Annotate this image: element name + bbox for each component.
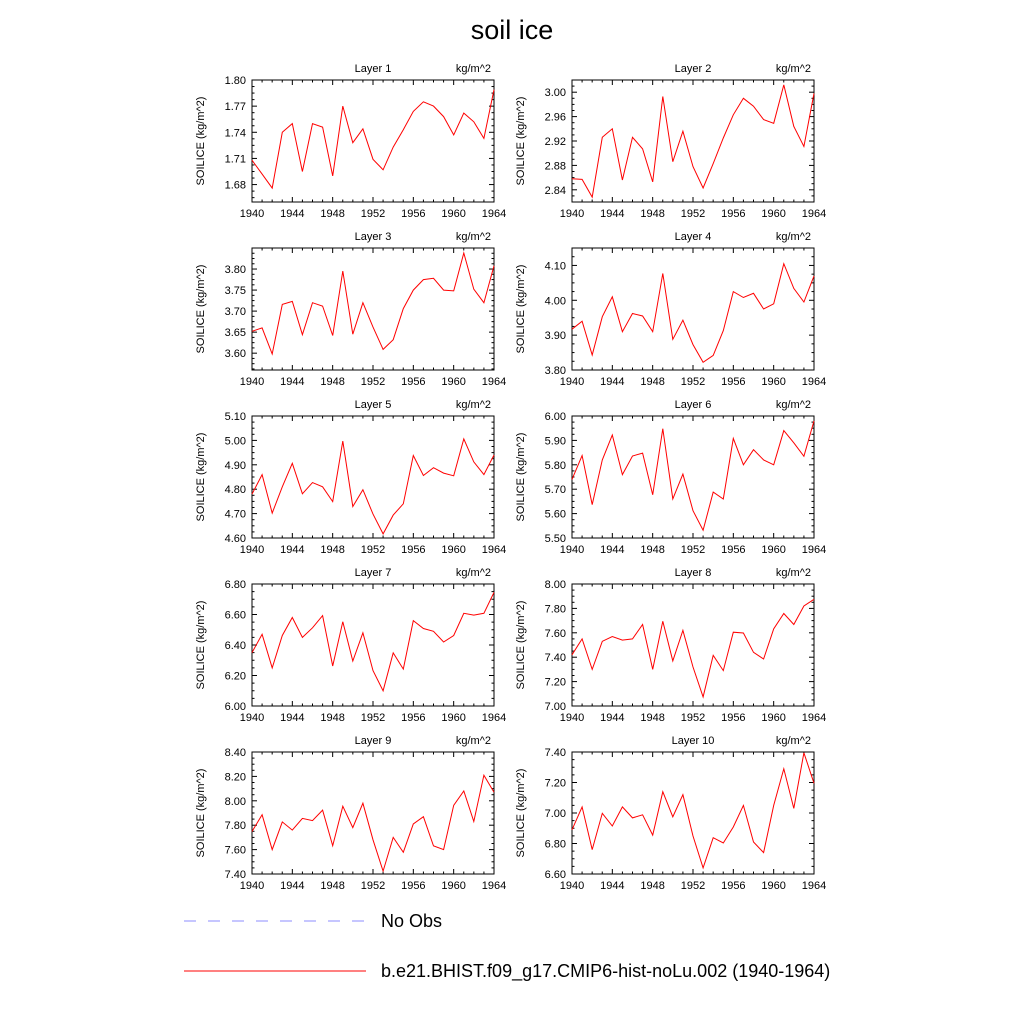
y-tick-label: 6.60: [224, 609, 246, 622]
x-tick-label: 1960: [441, 208, 466, 220]
x-tick-label: 1940: [239, 376, 265, 388]
y-axis-label: SOILICE (kg/m^2): [195, 96, 207, 186]
panel-title: Layer 7: [354, 567, 392, 579]
panel-title: Layer 8: [674, 567, 712, 579]
y-tick-label: 5.00: [224, 435, 246, 448]
x-tick-label: 1952: [680, 544, 706, 556]
y-tick-label: 6.00: [224, 701, 246, 713]
panel-layer-6: [515, 399, 826, 556]
x-tick-label: 1940: [559, 376, 585, 388]
series-line: [252, 592, 494, 690]
panel-layer-7: [195, 567, 506, 724]
series-line: [572, 264, 814, 363]
x-tick-label: 1952: [360, 544, 386, 556]
y-tick-label: 3.80: [544, 365, 566, 377]
y-tick-label: 3.90: [544, 330, 566, 343]
series-line: [252, 775, 494, 871]
panel-units: kg/m^2: [775, 735, 811, 747]
y-tick-label: 7.40: [544, 747, 566, 759]
series-line: [252, 439, 494, 534]
x-tick-label: 1952: [360, 208, 386, 220]
x-tick-label: 1948: [640, 712, 665, 724]
x-tick-label: 1960: [441, 376, 466, 388]
x-tick-label: 1956: [401, 208, 426, 220]
x-tick-label: 1964: [801, 880, 827, 892]
series-line: [572, 85, 814, 197]
y-tick-label: 7.00: [544, 701, 566, 713]
x-tick-label: 1944: [600, 208, 625, 220]
y-tick-label: 1.74: [224, 127, 246, 140]
y-tick-label: 6.80: [544, 838, 566, 851]
series-line: [572, 421, 814, 530]
y-tick-label: 4.90: [224, 459, 246, 472]
x-tick-label: 1948: [320, 712, 345, 724]
x-tick-label: 1956: [401, 712, 426, 724]
panel-units: kg/m^2: [775, 231, 811, 243]
y-tick-label: 8.00: [224, 795, 246, 808]
y-tick-label: 6.20: [224, 670, 246, 683]
x-tick-label: 1956: [721, 376, 746, 388]
y-tick-label: 2.84: [544, 184, 566, 197]
x-tick-label: 1944: [600, 880, 625, 892]
plot-frame: [252, 248, 494, 370]
x-tick-label: 1940: [559, 880, 585, 892]
plot-frame: [252, 752, 494, 874]
x-tick-label: 1956: [721, 208, 746, 220]
y-axis-label: SOILICE (kg/m^2): [515, 96, 527, 186]
panel-layer-9: [195, 735, 506, 892]
x-tick-label: 1944: [280, 712, 305, 724]
x-tick-label: 1952: [360, 880, 386, 892]
y-tick-label: 3.80: [224, 264, 246, 277]
y-tick-label: 7.40: [544, 652, 566, 665]
x-tick-label: 1956: [721, 880, 746, 892]
panel-title: Layer 5: [354, 399, 392, 411]
plot-frame: [572, 80, 814, 202]
x-tick-label: 1952: [680, 880, 706, 892]
y-axis-label: SOILICE (kg/m^2): [195, 432, 207, 522]
y-tick-label: 2.92: [544, 136, 566, 148]
x-tick-label: 1944: [280, 880, 305, 892]
panel-title: Layer 4: [674, 231, 712, 243]
x-tick-label: 1944: [600, 376, 625, 388]
y-tick-label: 1.68: [224, 179, 246, 192]
y-tick-label: 4.60: [224, 533, 246, 545]
y-tick-label: 8.00: [544, 579, 566, 591]
panel-units: kg/m^2: [455, 231, 491, 243]
chart-title: soil ice: [470, 15, 554, 45]
panel-units: kg/m^2: [455, 567, 491, 579]
y-tick-label: 6.00: [544, 411, 566, 423]
series-line: [252, 90, 494, 189]
y-tick-label: 3.00: [544, 87, 566, 100]
x-tick-label: 1944: [600, 544, 625, 556]
y-tick-label: 6.60: [544, 869, 566, 881]
x-tick-label: 1964: [801, 208, 827, 220]
y-tick-label: 7.40: [224, 869, 246, 881]
y-axis-label: SOILICE (kg/m^2): [195, 600, 207, 690]
x-tick-label: 1960: [761, 880, 786, 892]
x-tick-label: 1964: [481, 208, 507, 220]
x-tick-label: 1948: [320, 376, 345, 388]
y-tick-label: 7.60: [224, 844, 246, 857]
x-tick-label: 1964: [481, 544, 507, 556]
x-tick-label: 1948: [640, 544, 665, 556]
x-tick-label: 1964: [801, 712, 827, 724]
x-tick-label: 1960: [441, 544, 466, 556]
x-tick-label: 1940: [239, 544, 265, 556]
y-tick-label: 4.10: [544, 260, 566, 273]
x-tick-label: 1956: [401, 880, 426, 892]
plot-frame: [572, 584, 814, 706]
plot-frame: [252, 80, 494, 202]
y-tick-label: 7.80: [544, 603, 566, 616]
y-axis-label: SOILICE (kg/m^2): [195, 768, 207, 858]
panel-layer-4: [515, 231, 826, 388]
x-tick-label: 1960: [441, 880, 466, 892]
x-tick-label: 1940: [239, 208, 265, 220]
legend-obs-label: No Obs: [381, 911, 443, 931]
y-axis-label: SOILICE (kg/m^2): [515, 432, 527, 522]
y-tick-label: 4.70: [224, 508, 246, 521]
panel-title: Layer 9: [354, 735, 392, 747]
x-tick-label: 1960: [761, 376, 786, 388]
x-tick-label: 1956: [401, 376, 426, 388]
x-tick-label: 1956: [721, 544, 746, 556]
x-tick-label: 1952: [680, 208, 706, 220]
y-tick-label: 4.80: [224, 484, 246, 497]
x-tick-label: 1952: [680, 712, 706, 724]
panel-layer-8: [515, 567, 826, 724]
x-tick-label: 1948: [640, 880, 665, 892]
y-tick-label: 2.88: [544, 160, 566, 173]
x-tick-label: 1964: [481, 712, 507, 724]
y-tick-label: 5.60: [544, 508, 566, 521]
y-tick-label: 1.71: [224, 153, 246, 166]
x-tick-label: 1948: [640, 376, 665, 388]
x-tick-label: 1952: [360, 376, 386, 388]
plot-frame: [252, 584, 494, 706]
panel-layer-10: [515, 735, 826, 892]
x-tick-label: 1948: [320, 208, 345, 220]
y-tick-label: 5.70: [544, 484, 566, 497]
x-tick-label: 1952: [680, 376, 706, 388]
panel-title: Layer 10: [671, 735, 715, 747]
x-tick-label: 1964: [801, 376, 827, 388]
y-tick-label: 7.60: [544, 627, 566, 640]
panel-layer-3: [195, 231, 506, 388]
x-tick-label: 1948: [320, 544, 345, 556]
y-tick-label: 3.60: [224, 348, 246, 361]
panel-units: kg/m^2: [775, 63, 811, 75]
y-tick-label: 3.70: [224, 306, 246, 319]
plot-frame: [252, 416, 494, 538]
x-tick-label: 1940: [559, 208, 585, 220]
panel-units: kg/m^2: [775, 399, 811, 411]
y-tick-label: 8.40: [224, 747, 246, 759]
y-axis-label: SOILICE (kg/m^2): [515, 768, 527, 858]
y-tick-label: 8.20: [224, 771, 246, 784]
panel-units: kg/m^2: [775, 567, 811, 579]
y-tick-label: 4.00: [544, 295, 566, 308]
y-tick-label: 1.80: [224, 75, 246, 87]
y-axis-label: SOILICE (kg/m^2): [515, 600, 527, 690]
y-tick-label: 7.00: [544, 808, 566, 820]
y-tick-label: 6.40: [224, 640, 246, 652]
x-tick-label: 1948: [320, 880, 345, 892]
x-tick-label: 1964: [481, 880, 507, 892]
x-tick-label: 1944: [600, 712, 625, 724]
x-tick-label: 1944: [280, 376, 305, 388]
x-tick-label: 1940: [239, 880, 265, 892]
x-tick-label: 1956: [401, 544, 426, 556]
legend-model-label: b.e21.BHIST.f09_g17.CMIP6-hist-noLu.002 (1940-1964): [381, 961, 831, 981]
panel-units: kg/m^2: [455, 399, 491, 411]
x-tick-label: 1940: [559, 544, 585, 556]
x-tick-label: 1952: [360, 712, 386, 724]
panel-units: kg/m^2: [455, 735, 491, 747]
x-tick-label: 1956: [721, 712, 746, 724]
series-line: [252, 253, 494, 354]
x-tick-label: 1960: [761, 208, 786, 220]
panel-title: Layer 3: [354, 231, 392, 243]
plot-frame: [572, 752, 814, 874]
panel-title: Layer 1: [354, 63, 392, 75]
y-tick-label: 5.10: [224, 411, 246, 423]
x-tick-label: 1960: [761, 712, 786, 724]
x-tick-label: 1960: [761, 544, 786, 556]
x-tick-label: 1964: [481, 376, 507, 388]
series-line: [572, 753, 814, 868]
y-tick-label: 7.20: [544, 777, 566, 790]
y-tick-label: 3.65: [224, 327, 246, 340]
plot-frame: [572, 248, 814, 370]
panel-title: Layer 2: [674, 63, 712, 75]
series-line: [572, 599, 814, 697]
panel-layer-5: [195, 399, 506, 556]
x-tick-label: 1944: [280, 208, 305, 220]
y-tick-label: 5.90: [544, 435, 566, 448]
x-tick-label: 1960: [441, 712, 466, 724]
panel-units: kg/m^2: [455, 63, 491, 75]
y-tick-label: 3.75: [224, 285, 246, 298]
y-tick-label: 5.50: [544, 533, 566, 545]
y-tick-label: 2.96: [544, 111, 566, 124]
y-tick-label: 7.80: [224, 820, 246, 833]
y-tick-label: 5.80: [544, 459, 566, 472]
x-tick-label: 1940: [239, 712, 265, 724]
panel-layer-2: [515, 63, 826, 220]
x-tick-label: 1948: [640, 208, 665, 220]
x-tick-label: 1940: [559, 712, 585, 724]
y-axis-label: SOILICE (kg/m^2): [515, 264, 527, 354]
panel-title: Layer 6: [674, 399, 712, 411]
panel-layer-1: [195, 63, 506, 220]
x-tick-label: 1964: [801, 544, 827, 556]
y-tick-label: 7.20: [544, 676, 566, 689]
x-tick-label: 1944: [280, 544, 305, 556]
y-axis-label: SOILICE (kg/m^2): [195, 264, 207, 354]
y-tick-label: 6.80: [224, 579, 246, 591]
y-tick-label: 1.77: [224, 101, 246, 114]
plot-frame: [572, 416, 814, 538]
